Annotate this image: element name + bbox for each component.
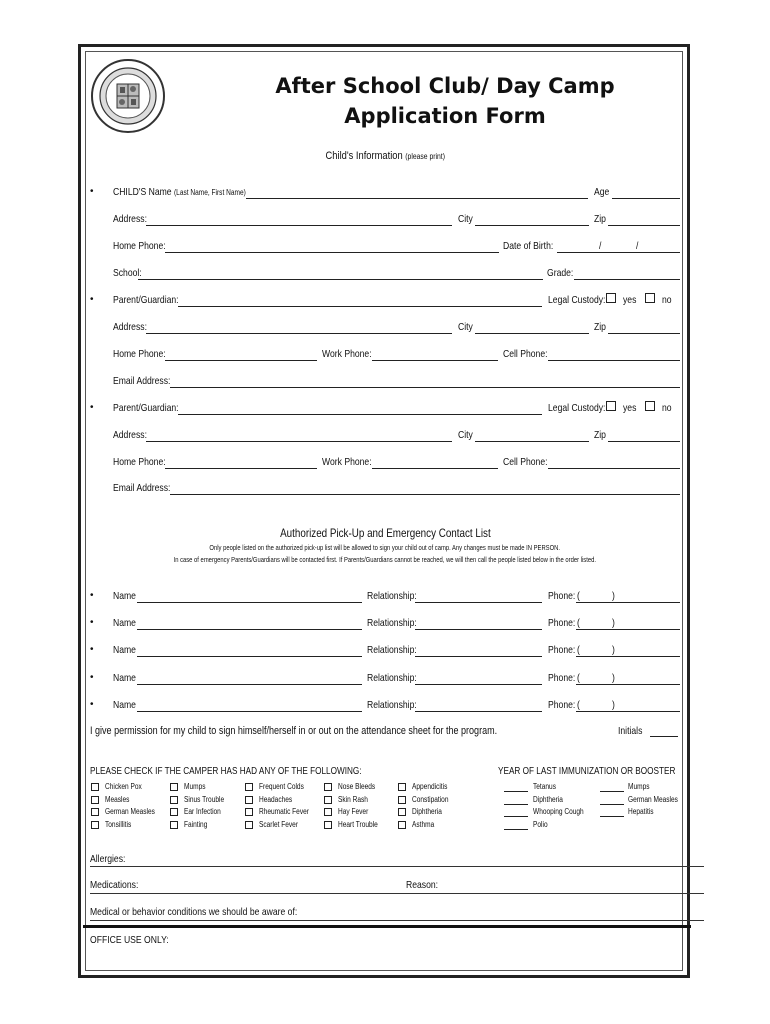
email-field[interactable] [170, 387, 680, 388]
work-phone-field[interactable] [372, 468, 498, 469]
area-code-close: ) [612, 672, 615, 684]
bullet: • [90, 402, 94, 413]
condition-label: Skin Rash [338, 794, 368, 804]
form-frame [78, 44, 690, 978]
area-code-close: ) [612, 699, 615, 711]
pickup-name-label: Name [113, 590, 136, 602]
guardian-label: Parent/Guardian: [113, 294, 179, 306]
no-label: no [662, 294, 672, 306]
pickup-name-label: Name [113, 644, 136, 656]
condition-checkbox[interactable] [398, 821, 406, 829]
medications-field[interactable] [90, 893, 704, 894]
bullet: • [90, 294, 94, 305]
condition-checkbox[interactable] [245, 821, 253, 829]
condition-checkbox[interactable] [398, 796, 406, 804]
relationship-label: Relationship: [367, 590, 417, 602]
home-phone-field[interactable] [165, 360, 317, 361]
pickup-phone-field[interactable] [576, 602, 680, 603]
phone-label: Phone: [548, 699, 576, 711]
relationship-label: Relationship: [367, 699, 417, 711]
guardian-label: Parent/Guardian: [113, 402, 179, 414]
conditions-heading: PLEASE CHECK IF THE CAMPER HAS HAD ANY OF THE FOLLOWING: [90, 766, 362, 777]
child-info-heading: Child's Information (please print) [325, 150, 445, 162]
office-use-label: OFFICE USE ONLY: [90, 934, 169, 946]
bullet: • [90, 672, 94, 683]
zip-label: Zip [594, 213, 606, 225]
condition-checkbox[interactable] [324, 821, 332, 829]
home-phone-label: Home Phone: [113, 240, 166, 252]
cell-phone-label: Cell Phone: [503, 456, 548, 468]
medications-label: Medications: [90, 879, 139, 891]
immunization-label: German Measles [628, 794, 678, 804]
immunization-year-field[interactable] [504, 829, 528, 830]
immunization-label: Tetanus [533, 782, 556, 791]
pickup-phone-field[interactable] [576, 656, 680, 657]
address-field[interactable] [146, 333, 452, 334]
condition-label: Asthma [412, 819, 435, 829]
condition-label: Fainting [184, 819, 208, 829]
grade-field[interactable] [574, 279, 680, 280]
relationship-label: Relationship: [367, 672, 417, 684]
email-field[interactable] [170, 494, 680, 495]
condition-label: Headaches [259, 794, 293, 804]
pickup-note-1: Only people listed on the authorized pick-up list will be allowed to sign your child out of camp. Any changes must be made IN PERSON. [209, 543, 561, 552]
zip-field[interactable] [608, 333, 680, 334]
cell-phone-label: Cell Phone: [503, 348, 548, 360]
area-code-open: ( [577, 672, 580, 684]
area-code-open: ( [577, 644, 580, 656]
immunization-year-field[interactable] [504, 791, 528, 792]
city-field[interactable] [475, 333, 589, 334]
immunization-year-field[interactable] [600, 804, 624, 805]
email-label: Email Address: [113, 482, 171, 494]
immunization-label: Hepatitis [628, 807, 654, 816]
address-field[interactable] [146, 441, 452, 442]
custody-yes-checkbox[interactable] [606, 293, 616, 303]
phone-label: Phone: [548, 617, 576, 629]
area-code-open: ( [577, 590, 580, 602]
guardian-field[interactable] [178, 414, 542, 415]
phone-label: Phone: [548, 672, 576, 684]
area-code-close: ) [612, 644, 615, 656]
immunization-year-field[interactable] [504, 816, 528, 817]
custody-label: Legal Custody: [548, 294, 606, 306]
condition-label: Scarlet Fever [259, 819, 299, 829]
work-phone-field[interactable] [372, 360, 498, 361]
home-phone-field[interactable] [165, 252, 499, 253]
allergies-field[interactable] [90, 866, 704, 867]
city-label: City [458, 213, 473, 225]
custody-yes-checkbox[interactable] [606, 401, 616, 411]
bullet: • [90, 186, 94, 197]
custody-label: Legal Custody: [548, 402, 606, 414]
city-label: City [458, 429, 473, 441]
pickup-note-2: In case of emergency Parents/Guardians will be contacted first. If Parents/Guardians cannot be reached, we will then call the people listed below in the order listed. [173, 555, 597, 564]
custody-no-checkbox[interactable] [645, 293, 655, 303]
medical-label: Medical or behavior conditions we should be aware of: [90, 906, 298, 918]
condition-checkbox[interactable] [245, 783, 253, 791]
custody-no-checkbox[interactable] [645, 401, 655, 411]
condition-checkbox[interactable] [398, 808, 406, 816]
condition-checkbox[interactable] [91, 808, 99, 816]
immunization-label: Polio [533, 819, 548, 829]
allergies-label: Allergies: [90, 853, 126, 865]
condition-label: Constipation [412, 794, 449, 804]
dob-separator: / [636, 240, 639, 252]
age-field[interactable] [612, 198, 680, 199]
zip-label: Zip [594, 321, 606, 333]
condition-label: Rheumatic Fever [259, 807, 309, 816]
home-phone-label: Home Phone: [113, 348, 166, 360]
address-label: Address: [113, 429, 147, 441]
city-seal-icon [90, 58, 166, 134]
condition-label: Diphtheria [412, 807, 442, 816]
cell-phone-field[interactable] [548, 360, 680, 361]
area-code-open: ( [577, 699, 580, 711]
pickup-name-label: Name [113, 672, 136, 684]
guardian-field[interactable] [178, 306, 542, 307]
zip-label: Zip [594, 429, 606, 441]
condition-checkbox[interactable] [91, 783, 99, 791]
yes-label: yes [623, 402, 637, 414]
permission-text: I give permission for my child to sign himself/herself in or out on the attendance sheet for the program. [90, 725, 498, 737]
immunization-heading: YEAR OF LAST IMMUNIZATION OR BOOSTER [498, 766, 676, 777]
zip-field[interactable] [608, 225, 680, 226]
dob-field[interactable] [557, 252, 680, 253]
condition-label: Tonsillitis [105, 819, 132, 829]
zip-field[interactable] [608, 441, 680, 442]
area-code-open: ( [577, 617, 580, 629]
work-phone-label: Work Phone: [322, 456, 372, 468]
condition-checkbox[interactable] [245, 796, 253, 804]
phone-label: Phone: [548, 644, 576, 656]
condition-checkbox[interactable] [170, 821, 178, 829]
relationship-label: Relationship: [367, 617, 417, 629]
pickup-heading: Authorized Pick-Up and Emergency Contact List [279, 526, 491, 540]
phone-label: Phone: [548, 590, 576, 602]
condition-label: Sinus Trouble [184, 794, 225, 804]
yes-label: yes [623, 294, 637, 306]
condition-checkbox[interactable] [91, 821, 99, 829]
condition-label: Appendicitis [412, 782, 448, 791]
immunization-year-field[interactable] [600, 816, 624, 817]
relationship-label: Relationship: [367, 644, 417, 656]
bullet: • [90, 590, 94, 601]
initials-field[interactable] [650, 736, 678, 737]
condition-checkbox[interactable] [324, 808, 332, 816]
form-subtitle: Application Form [344, 104, 546, 128]
address-label: Address: [113, 213, 147, 225]
immunization-label: Whooping Cough [533, 807, 584, 816]
relationship-field[interactable] [415, 684, 542, 685]
school-label: School: [113, 267, 142, 279]
relationship-field[interactable] [415, 656, 542, 657]
area-code-close: ) [612, 617, 615, 629]
home-phone-label: Home Phone: [113, 456, 166, 468]
no-label: no [662, 402, 672, 414]
reason-label: Reason: [406, 879, 439, 891]
relationship-field[interactable] [415, 711, 542, 712]
relationship-field[interactable] [415, 629, 542, 630]
pickup-name-label: Name [113, 699, 136, 711]
pickup-phone-field[interactable] [576, 684, 680, 685]
email-label: Email Address: [113, 375, 171, 387]
condition-label: Hay Fever [338, 807, 369, 816]
bullet: • [90, 617, 94, 628]
medical-field[interactable] [90, 920, 704, 921]
immunization-label: Diphtheria [533, 794, 563, 804]
address-field[interactable] [146, 225, 452, 226]
dob-label: Date of Birth: [503, 240, 554, 252]
pickup-name-field[interactable] [137, 684, 362, 685]
condition-label: Nose Bleeds [338, 782, 376, 791]
condition-label: Frequent Colds [259, 782, 304, 791]
immunization-year-field[interactable] [600, 791, 624, 792]
area-code-close: ) [612, 590, 615, 602]
divider [83, 925, 691, 928]
pickup-phone-field[interactable] [576, 629, 680, 630]
city-field[interactable] [475, 225, 589, 226]
pickup-name-field[interactable] [137, 629, 362, 630]
dob-separator: / [599, 240, 602, 252]
city-label: City [458, 321, 473, 333]
condition-label: Heart Trouble [338, 819, 378, 829]
pickup-name-field[interactable] [137, 602, 362, 603]
condition-label: Mumps [184, 782, 206, 791]
condition-checkbox[interactable] [170, 796, 178, 804]
pickup-name-field[interactable] [137, 711, 362, 712]
relationship-field[interactable] [415, 602, 542, 603]
age-label: Age [594, 186, 610, 198]
condition-checkbox[interactable] [324, 783, 332, 791]
pickup-name-label: Name [113, 617, 136, 629]
work-phone-label: Work Phone: [322, 348, 372, 360]
home-phone-field[interactable] [165, 468, 317, 469]
school-field[interactable] [138, 279, 543, 280]
condition-label: Ear Infection [184, 807, 221, 816]
condition-label: Chicken Pox [105, 782, 142, 791]
form-title: After School Club/ Day Camp [275, 74, 615, 98]
address-label: Address: [113, 321, 147, 333]
bullet: • [90, 644, 94, 655]
city-field[interactable] [475, 441, 589, 442]
condition-label: German Measles [105, 807, 155, 816]
condition-checkbox[interactable] [324, 796, 332, 804]
childs-name-label: CHILD'S Name (Last Name, First Name) [113, 186, 246, 198]
childs-name-field[interactable] [246, 198, 588, 199]
immunization-year-field[interactable] [504, 804, 528, 805]
condition-checkbox[interactable] [245, 808, 253, 816]
bullet: • [90, 699, 94, 710]
condition-checkbox[interactable] [170, 808, 178, 816]
immunization-label: Mumps [628, 782, 650, 791]
condition-checkbox[interactable] [170, 783, 178, 791]
initials-label: Initials [618, 725, 643, 737]
condition-label: Measles [105, 794, 130, 804]
cell-phone-field[interactable] [548, 468, 680, 469]
pickup-phone-field[interactable] [576, 711, 680, 712]
pickup-name-field[interactable] [137, 656, 362, 657]
condition-checkbox[interactable] [398, 783, 406, 791]
condition-checkbox[interactable] [91, 796, 99, 804]
grade-label: Grade: [547, 267, 574, 279]
